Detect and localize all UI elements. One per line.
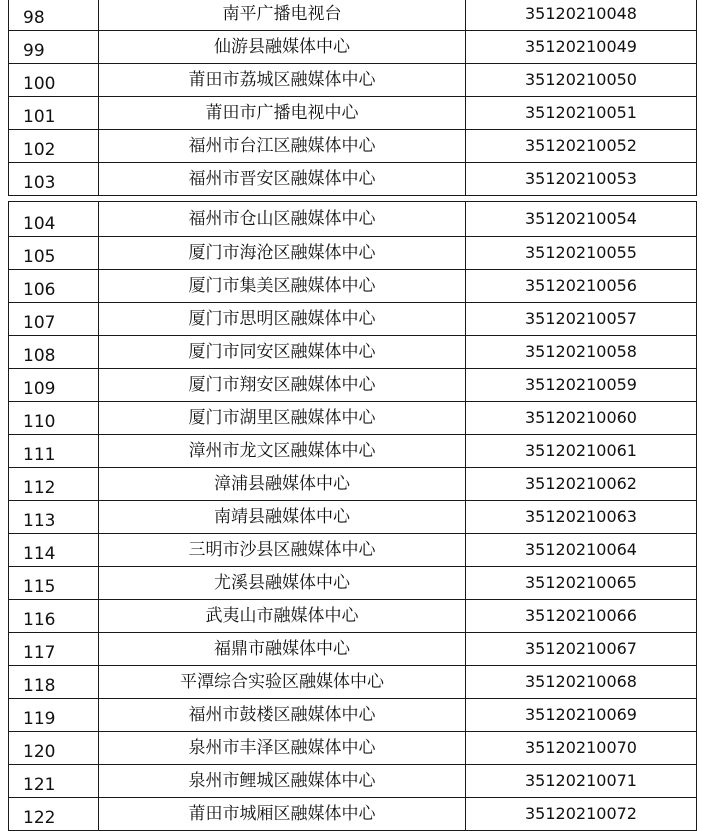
organization-name-cell: 厦门市思明区融媒体中心	[99, 303, 466, 336]
row-number-cell: 110	[9, 402, 99, 435]
row-number-cell: 121	[9, 765, 99, 798]
organization-name-cell: 三明市沙县区融媒体中心	[99, 534, 466, 567]
organization-name-cell: 莆田市荔城区融媒体中心	[99, 64, 466, 97]
table-row	[9, 501, 697, 534]
table-row	[9, 765, 697, 798]
organization-name-cell: 厦门市集美区融媒体中心	[99, 270, 466, 303]
row-number-cell: 113	[9, 501, 99, 534]
organization-name-cell: 莆田市城厢区融媒体中心	[99, 798, 466, 831]
organization-name-cell: 泉州市鲤城区融媒体中心	[99, 765, 466, 798]
registration-code-cell: 35120210068	[466, 666, 697, 699]
table-row	[9, 402, 697, 435]
organization-name-cell: 福州市台江区融媒体中心	[99, 130, 466, 163]
media-center-table-bottom	[8, 201, 697, 831]
organization-name-cell: 厦门市同安区融媒体中心	[99, 336, 466, 369]
row-number-cell: 119	[9, 699, 99, 732]
table-row	[9, 633, 697, 666]
table-row	[9, 202, 697, 237]
table-row	[9, 0, 697, 31]
row-number-cell: 116	[9, 600, 99, 633]
row-number-cell: 99	[9, 31, 99, 64]
organization-name-cell: 厦门市湖里区融媒体中心	[99, 402, 466, 435]
table-row	[9, 468, 697, 501]
row-number-cell: 118	[9, 666, 99, 699]
registration-code-cell: 35120210054	[466, 202, 697, 237]
registration-code-cell: 35120210049	[466, 31, 697, 64]
registration-code-cell: 35120210050	[466, 64, 697, 97]
row-number-cell: 101	[9, 97, 99, 130]
table-row	[9, 163, 697, 196]
row-number-cell: 122	[9, 798, 99, 831]
row-number-cell: 103	[9, 163, 99, 196]
row-number-cell: 120	[9, 732, 99, 765]
table-row	[9, 31, 697, 64]
row-number-cell: 109	[9, 369, 99, 402]
row-number-cell: 115	[9, 567, 99, 600]
organization-name-cell: 漳州市龙文区融媒体中心	[99, 435, 466, 468]
registration-code-cell: 35120210066	[466, 600, 697, 633]
row-number-cell: 105	[9, 237, 99, 270]
registration-code-cell: 35120210053	[466, 163, 697, 196]
row-number-cell: 107	[9, 303, 99, 336]
row-number-cell: 98	[9, 0, 99, 31]
table-row	[9, 798, 697, 831]
row-number-cell: 111	[9, 435, 99, 468]
table-row	[9, 666, 697, 699]
table-row	[9, 435, 697, 468]
organization-name-cell: 厦门市海沧区融媒体中心	[99, 237, 466, 270]
table-row	[9, 97, 697, 130]
table-row	[9, 732, 697, 765]
row-number-cell: 102	[9, 130, 99, 163]
registration-code-cell: 35120210061	[466, 435, 697, 468]
table-row	[9, 567, 697, 600]
organization-name-cell: 平潭综合实验区融媒体中心	[99, 666, 466, 699]
organization-name-cell: 仙游县融媒体中心	[99, 31, 466, 64]
table-row	[9, 369, 697, 402]
table-body-bottom	[9, 202, 697, 831]
organization-name-cell: 莆田市广播电视中心	[99, 97, 466, 130]
row-number-cell: 108	[9, 336, 99, 369]
registration-code-cell: 35120210059	[466, 369, 697, 402]
organization-name-cell: 漳浦县融媒体中心	[99, 468, 466, 501]
table-row	[9, 600, 697, 633]
organization-name-cell: 厦门市翔安区融媒体中心	[99, 369, 466, 402]
registration-code-cell: 35120210057	[466, 303, 697, 336]
registration-code-cell: 35120210052	[466, 130, 697, 163]
row-number-cell: 114	[9, 534, 99, 567]
table-row	[9, 303, 697, 336]
table-row	[9, 64, 697, 97]
registration-code-cell: 35120210067	[466, 633, 697, 666]
row-number-cell: 117	[9, 633, 99, 666]
table-body-top	[9, 0, 697, 196]
organization-name-cell: 福州市晋安区融媒体中心	[99, 163, 466, 196]
organization-name-cell: 南平广播电视台	[99, 0, 466, 31]
organization-name-cell: 尤溪县融媒体中心	[99, 567, 466, 600]
registration-code-cell: 35120210065	[466, 567, 697, 600]
row-number-cell: 112	[9, 468, 99, 501]
table-row	[9, 130, 697, 163]
organization-name-cell: 福鼎市融媒体中心	[99, 633, 466, 666]
organization-name-cell: 南靖县融媒体中心	[99, 501, 466, 534]
registration-code-cell: 35120210051	[466, 97, 697, 130]
registration-code-cell: 35120210069	[466, 699, 697, 732]
registration-code-cell: 35120210071	[466, 765, 697, 798]
registration-code-cell: 35120210060	[466, 402, 697, 435]
table-row	[9, 699, 697, 732]
registration-code-cell: 35120210072	[466, 798, 697, 831]
organization-name-cell: 福州市仓山区融媒体中心	[99, 202, 466, 237]
table-row	[9, 336, 697, 369]
registration-code-cell: 35120210058	[466, 336, 697, 369]
table-row	[9, 270, 697, 303]
organization-name-cell: 泉州市丰泽区融媒体中心	[99, 732, 466, 765]
media-center-table-top	[8, 0, 697, 196]
row-number-cell: 104	[9, 202, 99, 237]
organization-name-cell: 福州市鼓楼区融媒体中心	[99, 699, 466, 732]
registration-code-cell: 35120210070	[466, 732, 697, 765]
registration-code-cell: 35120210062	[466, 468, 697, 501]
registration-code-cell: 35120210056	[466, 270, 697, 303]
registration-code-cell: 35120210064	[466, 534, 697, 567]
row-number-cell: 100	[9, 64, 99, 97]
table-row	[9, 534, 697, 567]
row-number-cell: 106	[9, 270, 99, 303]
registration-code-cell: 35120210055	[466, 237, 697, 270]
organization-name-cell: 武夷山市融媒体中心	[99, 600, 466, 633]
registration-code-cell: 35120210048	[466, 0, 697, 31]
registration-code-cell: 35120210063	[466, 501, 697, 534]
table-row	[9, 237, 697, 270]
